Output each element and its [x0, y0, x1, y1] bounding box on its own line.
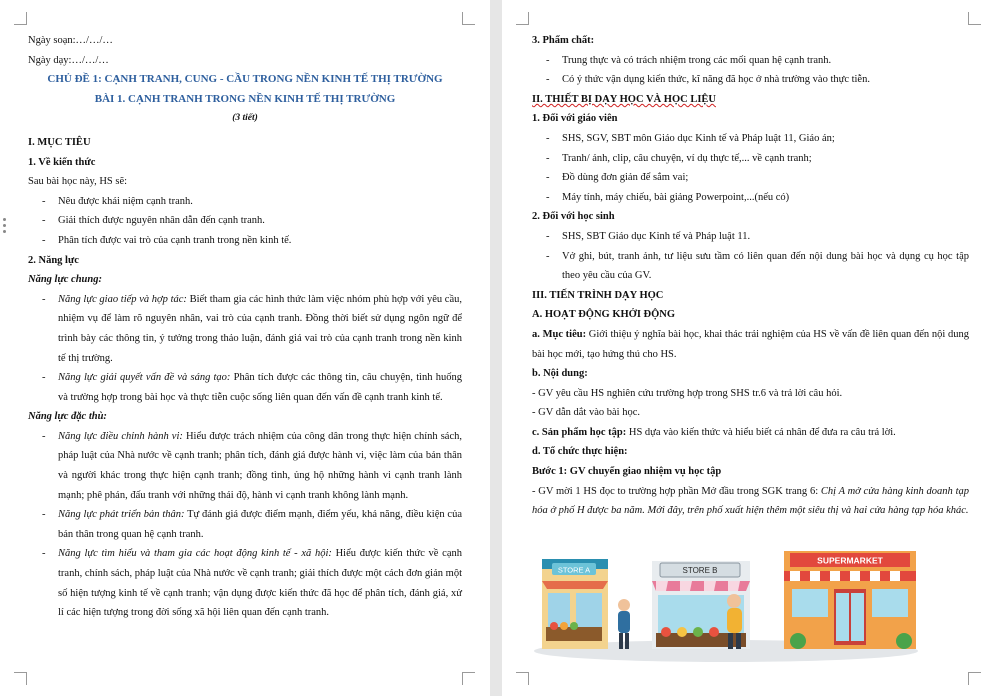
drag-handle-icon[interactable]: [3, 218, 7, 236]
case-text: Chị A mở cửa hàng kinh doanh tạp hóa ở phố H được ba năm. Mới đây, trên phố xuất hiện thêm một siêu thị và hai cửa hàng tạp hóa khác.: [532, 485, 969, 517]
section-heading: III. TIẾN TRÌNH DẠY HỌC: [532, 289, 664, 301]
step-paragraph: [532, 482, 969, 521]
list-item: - Trung thực và có trách nhiệm trong các mối quan hệ cạnh tranh.: [532, 51, 969, 71]
supermarket-sign: SUPERMARKET: [817, 555, 883, 566]
crop-mark: [516, 672, 529, 685]
crop-mark: [462, 12, 475, 25]
step-text: - GV mời 1 HS đọc to trường hợp phần Mở đầu trong SGK trang 6:: [532, 485, 821, 497]
product-line: [532, 423, 969, 443]
item-text: Hiểu được kiến thức về cạnh tranh, chính sách, pháp luật của Nhà nước về cạnh tranh; giải thích được một cách đơn giản một số hiện tượng kinh tế về cạnh tranh; vận dụng được kiến thức đã học để phân tích, đánh giá, xử lí các hiện tượng trong đời sống xã hội liên quan đến cạnh tranh.: [58, 548, 462, 619]
teacher-heading: 1. Đối với giáo viên: [532, 113, 618, 125]
quality-heading: 3. Phẩm chất:: [532, 35, 595, 46]
list-item: [28, 505, 462, 544]
list-item: - Nêu được khái niệm cạnh tranh.: [28, 192, 462, 212]
crop-mark: [968, 12, 981, 25]
list-item: - Đồ dùng đơn giản để sắm vai;: [532, 168, 969, 188]
content-line: - GV dẫn dắt vào bài học.: [532, 407, 640, 419]
periods-note: (3 tiết): [232, 113, 258, 124]
crop-mark: [968, 672, 981, 685]
date-compose: Ngày soạn:…/…/…: [28, 35, 113, 46]
supermarket-building: [784, 551, 916, 649]
item-label: Năng lực tìm hiểu và tham gia các hoạt động kinh tế - xã hội:: [58, 548, 332, 560]
list-item: - SHS, SBT Giáo dục Kinh tế và Pháp luật 11.: [532, 227, 969, 247]
list-item: [28, 427, 462, 505]
knowledge-list: [28, 192, 462, 251]
store-a-building: [542, 559, 608, 649]
general-ability-heading: Năng lực chung:: [28, 274, 102, 286]
goal-text: Giới thiệu ý nghĩa bài học, khai thác trải nghiệm của HS về vấn đề liên quan đến nội dung bài học mới, tạo hứng thú cho HS.: [532, 328, 969, 360]
date-teach: Ngày dạy:…/…/…: [28, 54, 109, 66]
store-b-sign: STORE B: [682, 566, 718, 575]
student-list: [532, 227, 969, 286]
spellcheck-underlined-heading: II. THIẾT BỊ DẠY HỌC VÀ HỌC LIỆU: [532, 93, 716, 105]
teacher-list: [532, 129, 969, 207]
organize-heading: d. Tổ chức thực hiện:: [532, 446, 628, 458]
activity-heading: A. HOẠT ĐỘNG KHỞI ĐỘNG: [532, 309, 676, 321]
page-gap: [490, 0, 502, 696]
stores-illustration: [532, 545, 920, 663]
item-text: Hiểu được trách nhiệm của công dân trong thực hiện chính sách, pháp luật của Nhà nước về cạnh tranh; phân tích, đánh giá được hành vi, việc làm của bản thân và người khác trong thực hiện cạnh tranh; đồng tình, ủng hộ những hành vi cạnh tranh lành mạnh; phê phán, đấu tranh với những thái độ, hành vi cạnh tranh không lành mạnh.: [58, 430, 462, 501]
person-a: [618, 599, 630, 649]
list-item: - Máy tính, máy chiếu, bài giảng Powerpoint,...(nếu có): [532, 188, 969, 208]
knowledge-heading: 1. Về kiến thức: [28, 156, 96, 168]
content-heading: b. Nội dung:: [532, 368, 588, 380]
list-item: - Vở ghi, bút, tranh ảnh, tư liệu sưu tầm có liên quan đến nội dung bài học và dụng cụ học tập theo yêu cầu của GV.: [532, 247, 969, 286]
crop-mark: [462, 672, 475, 685]
product-label: c. Sản phẩm học tập:: [532, 426, 627, 438]
step-heading: Bước 1: GV chuyển giao nhiệm vụ học tập: [532, 466, 722, 478]
content-line: - GV yêu cầu HS nghiên cứu trường hợp trong SHS tr.6 và trả lời câu hỏi.: [532, 387, 843, 399]
crop-mark: [14, 12, 27, 25]
list-item: - Phân tích được vai trò của cạnh tranh trong nền kinh tế.: [28, 231, 462, 251]
list-item: - Tranh/ ảnh, clip, câu chuyện, ví dụ thực tế,... về cạnh tranh;: [532, 149, 969, 169]
lesson-title: BÀI 1. CẠNH TRANH TRONG NỀN KINH TẾ THỊ TRƯỜNG: [94, 92, 396, 105]
list-item: [28, 544, 462, 622]
section-heading: I. MỤC TIÊU: [28, 136, 91, 148]
goal-paragraph: [532, 325, 969, 364]
list-item: - Giải thích được nguyên nhân dẫn đến cạnh tranh.: [28, 211, 462, 231]
item-label: Năng lực phát triển bản thân:: [58, 509, 185, 521]
list-item: - SHS, SGV, SBT môn Giáo dục Kinh tế và Pháp luật 11, Giáo án;: [532, 129, 969, 149]
right-page-content: [532, 31, 969, 521]
list-item: [28, 368, 462, 407]
student-heading: 2. Đối với học sinh: [532, 211, 615, 223]
general-ability-list: [28, 290, 462, 408]
specific-ability-heading: Năng lực đặc thù:: [28, 411, 107, 423]
quality-list: [532, 51, 969, 90]
document-page-left: [0, 0, 490, 696]
goal-label: a. Mục tiêu:: [532, 328, 587, 340]
store-a-sign: STORE A: [557, 565, 591, 575]
list-item: - Có ý thức vận dụng kiến thức, kĩ năng đã học ở nhà trường vào thực tiễn.: [532, 70, 969, 90]
item-label: Năng lực giải quyết vấn đề và sáng tạo:: [58, 372, 231, 384]
left-page-content: [28, 31, 462, 623]
item-text: Biết tham gia các hình thức làm việc nhóm phù hợp với yêu cầu, nhiệm vụ để làm rõ nguyên nhân, vai trò của cạnh tranh. Đồng thời biết sử dụng ngôn ngữ để trình bày các thông tin, ý tưởng trong thảo luận, đánh giá vai trò của cạnh tranh trong nền kinh tế thị trường.: [58, 293, 462, 364]
topic-title: CHỦ ĐỀ 1: CẠNH TRANH, CUNG - CẦU TRONG NỀN KINH TẾ THỊ TRƯỜNG: [47, 73, 443, 86]
specific-ability-list: [28, 427, 462, 623]
item-label: Năng lực giao tiếp và hợp tác:: [58, 293, 187, 305]
crop-mark: [516, 12, 529, 25]
item-text: Tự đánh giá được điểm mạnh, điểm yếu, khả năng, điều kiện của bản thân trong quan hệ cạnh tranh.: [58, 509, 462, 540]
crop-mark: [14, 672, 27, 685]
list-item: [28, 290, 462, 368]
product-text: HS dựa vào kiến thức và hiểu biết cá nhân để đưa ra câu trả lời.: [626, 426, 896, 438]
knowledge-intro: Sau bài học này, HS sẽ:: [28, 176, 128, 188]
section-heading: [532, 90, 969, 110]
item-text: Phân tích được các thông tin, câu chuyện, tình huống và trường hợp trong bài học và thực tiễn cuộc sống liên quan đến vấn đề cạnh tranh kinh tế.: [58, 372, 462, 403]
document-page-right: [502, 0, 993, 696]
ability-heading: 2. Năng lực: [28, 254, 79, 266]
item-label: Năng lực điều chỉnh hành vi:: [58, 430, 183, 442]
